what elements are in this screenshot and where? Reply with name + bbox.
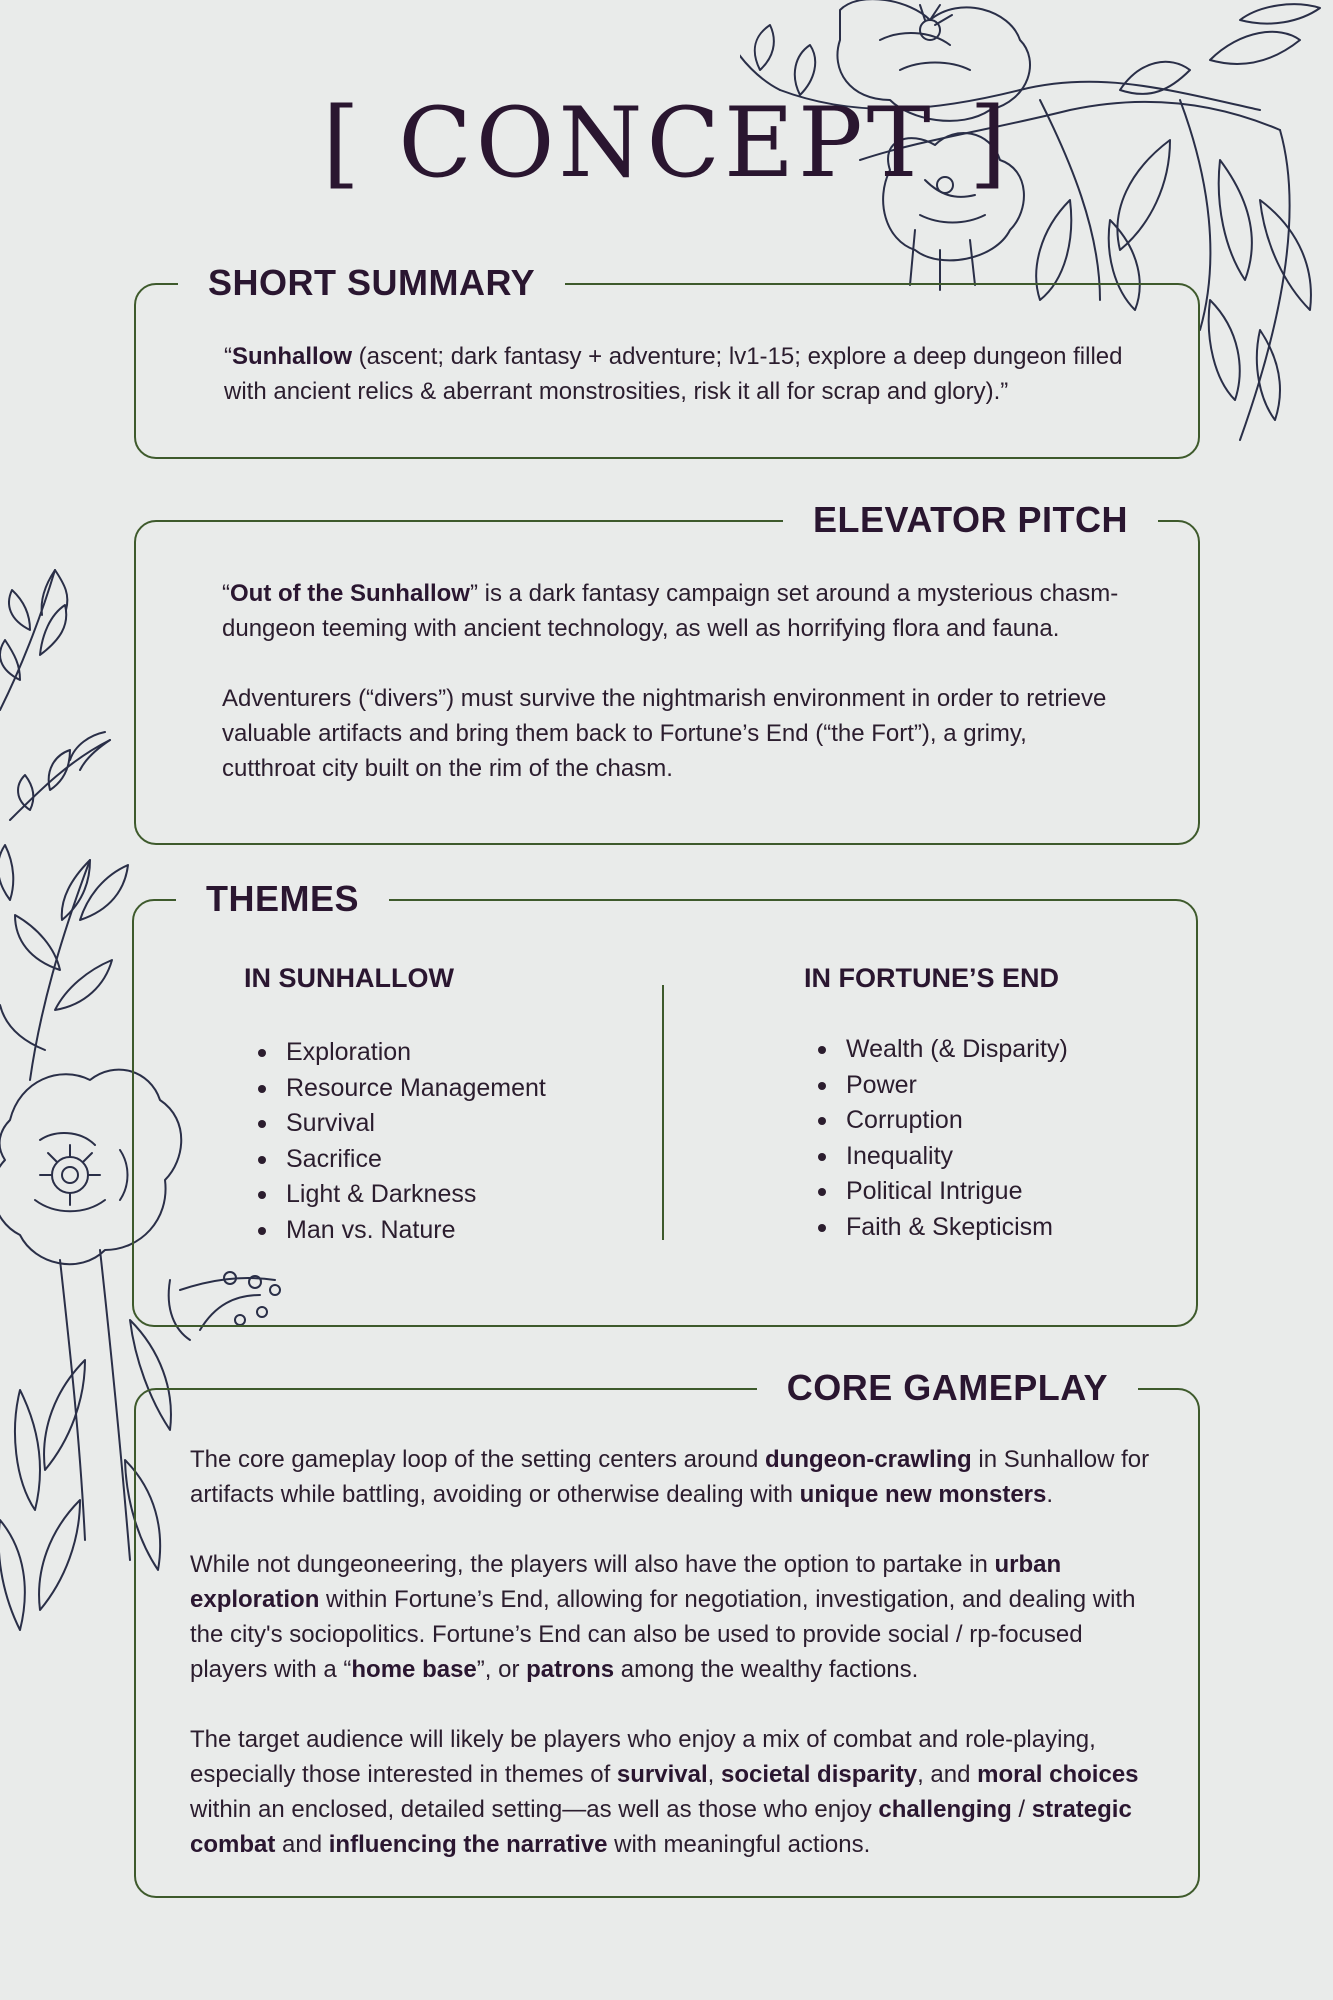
theme-list-item: Man vs. Nature [256, 1213, 546, 1249]
body-text: within Fortune’s End, allowing for negotiation, investigation, and dealing with the city's sociopolitics. Fortune’s End can also be used to provide social / rp-focused players with a “ [190, 1586, 1136, 1683]
themes-sunhallow-list [256, 1035, 546, 1248]
body-text: ” is a dark fantasy campaign set around a mysterious chasm-dungeon teeming with ancient technology, as well as horrifying flora and fauna. [222, 580, 1119, 642]
theme-list-item: Wealth (& Disparity) [816, 1032, 1068, 1068]
emphasis-text: Out of the Sunhallow [230, 580, 470, 607]
theme-list-item: Political Intrigue [816, 1174, 1068, 1210]
theme-list-item: Corruption [816, 1103, 1068, 1139]
themes-fortunes-end-list [816, 1032, 1068, 1245]
emphasis-text: strategic combat [190, 1796, 1132, 1858]
emphasis-text: unique new monsters [799, 1481, 1047, 1508]
theme-list-item: Inequality [816, 1139, 1068, 1175]
body-text: within an enclosed, detailed setting—as well as those who enjoy [190, 1796, 879, 1823]
body-text: among the wealthy factions. [614, 1656, 919, 1683]
elevator-pitch-card [134, 499, 1200, 845]
emphasis-text: patrons [526, 1656, 615, 1683]
body-text: and [275, 1831, 329, 1858]
theme-list-item: Survival [256, 1106, 546, 1142]
body-text: , and [917, 1761, 978, 1788]
emphasis-text: societal disparity [720, 1761, 918, 1788]
theme-list-item: Resource Management [256, 1071, 546, 1107]
theme-list-item: Sacrifice [256, 1142, 546, 1178]
themes-sunhallow-heading: IN SUNHALLOW [244, 963, 454, 993]
emphasis-text: home base [351, 1656, 477, 1683]
themes-heading: THEMES [176, 877, 389, 921]
body-text: The core gameplay loop of the setting centers around [190, 1446, 766, 1473]
emphasis-text: dungeon-crawling [765, 1446, 972, 1473]
core-gameplay-card [134, 1367, 1200, 1898]
theme-list-item: Light & Darkness [256, 1177, 546, 1213]
core-gameplay-heading: CORE GAMEPLAY [757, 1366, 1138, 1410]
emphasis-text: challenging [878, 1796, 1012, 1823]
body-text: . [1046, 1481, 1054, 1508]
theme-list-item: Exploration [256, 1035, 546, 1071]
core-gameplay-paragraph-2 [190, 1547, 1150, 1687]
page-title: [ CONCEPT ] [322, 87, 1011, 199]
elevator-pitch-heading: ELEVATOR PITCH [783, 498, 1158, 542]
emphasis-text: moral choices [977, 1761, 1139, 1788]
body-text: ”, or [476, 1656, 527, 1683]
emphasis-text: urban exploration [190, 1551, 1062, 1613]
themes-fortunes-end-heading: IN FORTUNE’S END [804, 963, 1060, 993]
body-text: (ascent; dark fantasy + adventure; lv1-15; explore a deep dungeon filled with ancient relics & aberrant monstrosities, risk it all for scrap and glory).” [224, 343, 1123, 405]
short-summary-text [224, 339, 1134, 409]
body-text: The target audience will likely be players who enjoy a mix of combat and role-playing, especially those interested in themes of [190, 1726, 1096, 1788]
emphasis-text: survival [616, 1761, 708, 1788]
body-text: While not dungeoneering, the players will also have the option to partake in [190, 1551, 995, 1578]
elevator-pitch-paragraph-2 [222, 681, 1122, 786]
body-text: “ [222, 580, 230, 607]
short-summary-card [134, 262, 1200, 459]
body-text: “ [224, 343, 232, 370]
core-gameplay-paragraph-3 [190, 1722, 1150, 1862]
theme-list-item: Power [816, 1068, 1068, 1104]
themes-column-divider [662, 985, 664, 1240]
body-text: in Sunhallow for artifacts while battling, avoiding or otherwise dealing with [190, 1446, 1150, 1508]
body-text: Adventurers (“divers”) must survive the nightmarish environment in order to retrieve valuable artifacts and bring them back to Fortune’s End (“the Fort”), a grimy, cutthroat city built on the rim of the chasm. [222, 685, 1107, 782]
theme-list-item: Faith & Skepticism [816, 1210, 1068, 1246]
elevator-pitch-paragraph-1 [222, 576, 1122, 646]
themes-card [132, 878, 1198, 1327]
body-text: , [707, 1761, 721, 1788]
core-gameplay-paragraph-1 [190, 1442, 1150, 1512]
body-text: with meaningful actions. [607, 1831, 871, 1858]
emphasis-text: influencing the narrative [328, 1831, 608, 1858]
emphasis-text: Sunhallow [232, 343, 352, 370]
body-text: / [1011, 1796, 1032, 1823]
short-summary-heading: SHORT SUMMARY [178, 261, 565, 305]
